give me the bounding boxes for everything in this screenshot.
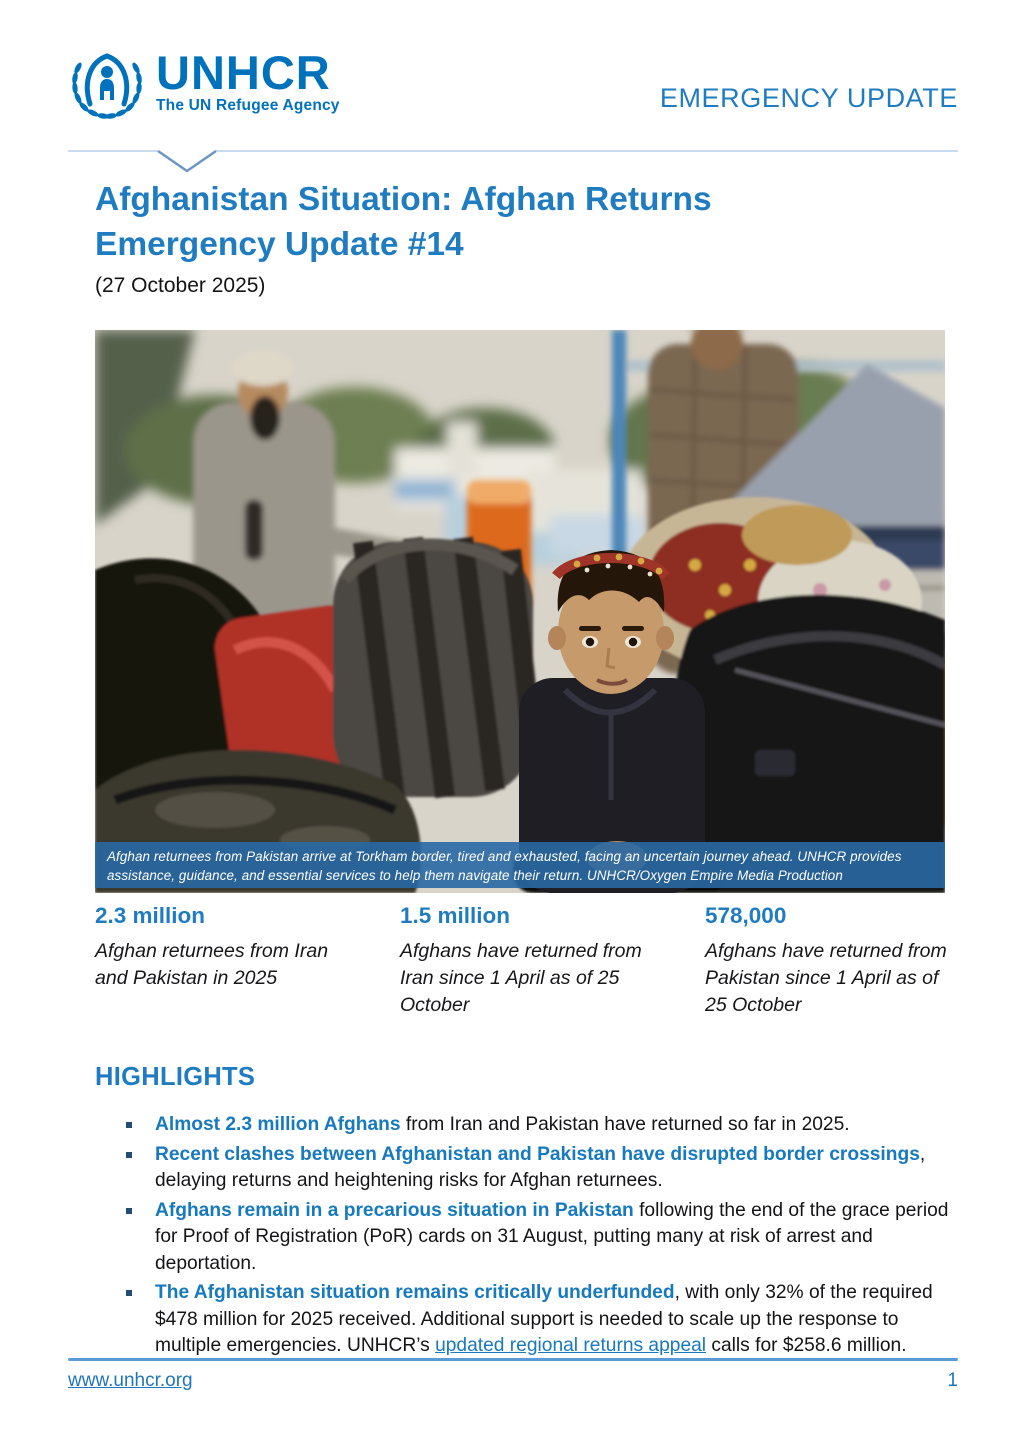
highlight-text: from Iran and Pakistan have returned so far in 2025.: [400, 1114, 850, 1135]
highlight-lead-text: The Afghanistan situation remains critically underfunded: [155, 1282, 675, 1303]
page-title-line-1: Afghanistan Situation: Afghan Returns: [95, 181, 712, 218]
footer: [68, 1358, 958, 1392]
unhcr-logo: [68, 44, 340, 122]
logo-tagline: The UN Refugee Agency: [156, 97, 340, 115]
stat-label: Afghans have returned from Iran since 1 April as of 25 October: [400, 940, 642, 1016]
highlight-item: [95, 1198, 953, 1278]
page-number: 1: [947, 1370, 958, 1391]
logo-acronym: UNHCR: [156, 45, 331, 99]
header: [68, 44, 958, 122]
stat-value: 578,000: [705, 903, 787, 928]
key-figures: [95, 903, 961, 1019]
highlight-lead-text: Afghans remain in a precarious situation in Pakistan: [155, 1199, 634, 1221]
header-rule: [68, 146, 958, 176]
unhcr-emblem-icon: [68, 44, 146, 122]
highlights-list: [95, 1112, 953, 1360]
stat-returns-pakistan: [705, 903, 961, 1019]
highlight-text: , delaying returns and heightening risks for Afghan returnees.: [155, 1143, 926, 1191]
highlight-text: following the end of the grace period for Proof of Registration (PoR) cards on 31 August, putting many at risk of arrest and deportation.: [155, 1199, 949, 1274]
stat-label: Afghan returnees from Iran and Pakistan in 2025: [95, 940, 329, 989]
highlights-heading: HIGHLIGHTS: [95, 1063, 256, 1091]
photo-caption-band: [95, 842, 945, 888]
footer-divider: [68, 1358, 958, 1361]
highlight-lead-text: Recent clashes between Afghanistan and Pakistan have disrupted border crossings: [155, 1143, 920, 1165]
chevron-down-icon: [68, 146, 958, 176]
highlight-text: calls for $258.6 million.: [706, 1335, 907, 1356]
page-title-line-2: Emergency Update #14: [95, 225, 464, 263]
document-type-label: EMERGENCY UPDATE: [659, 83, 958, 113]
highlight-link[interactable]: updated regional returns appeal: [435, 1335, 707, 1356]
highlight-text: , with only 32% of the required $478 million for 2025 received. Additional support is needed to scale up the response to multiple emergencies. UNHCR’s: [155, 1282, 933, 1356]
photo-caption: Afghan returnees from Pakistan arrive at Torkham border, tired and exhausted, facing an uncertain journey ahead. UNHCR provides assistance, guidance, and essential services to help them navigate their return. UNHCR/Oxygen Empire Media Production: [107, 849, 902, 884]
logo-text: [156, 45, 340, 116]
title-block: [95, 178, 955, 298]
stat-value: 2.3 million: [95, 903, 206, 928]
footer-row: [68, 1370, 958, 1392]
stat-value: 1.5 million: [400, 903, 511, 928]
highlight-lead-text: Almost 2.3 million Afghans: [155, 1114, 401, 1135]
highlight-item: [95, 1280, 953, 1360]
document-date: (27 October 2025): [95, 274, 266, 298]
highlights-section: [95, 1063, 953, 1363]
stat-returnees-total: [95, 903, 351, 1019]
unhcr-website-link[interactable]: www.unhcr.org: [68, 1370, 193, 1391]
highlight-item: [95, 1112, 953, 1139]
highlight-item: [95, 1142, 953, 1195]
stat-returns-iran: [400, 903, 656, 1019]
photo-illustration: [95, 330, 945, 893]
stat-label: Afghans have returned from Pakistan since 1 April as of 25 October: [705, 940, 947, 1016]
hero-photo: [95, 330, 945, 893]
